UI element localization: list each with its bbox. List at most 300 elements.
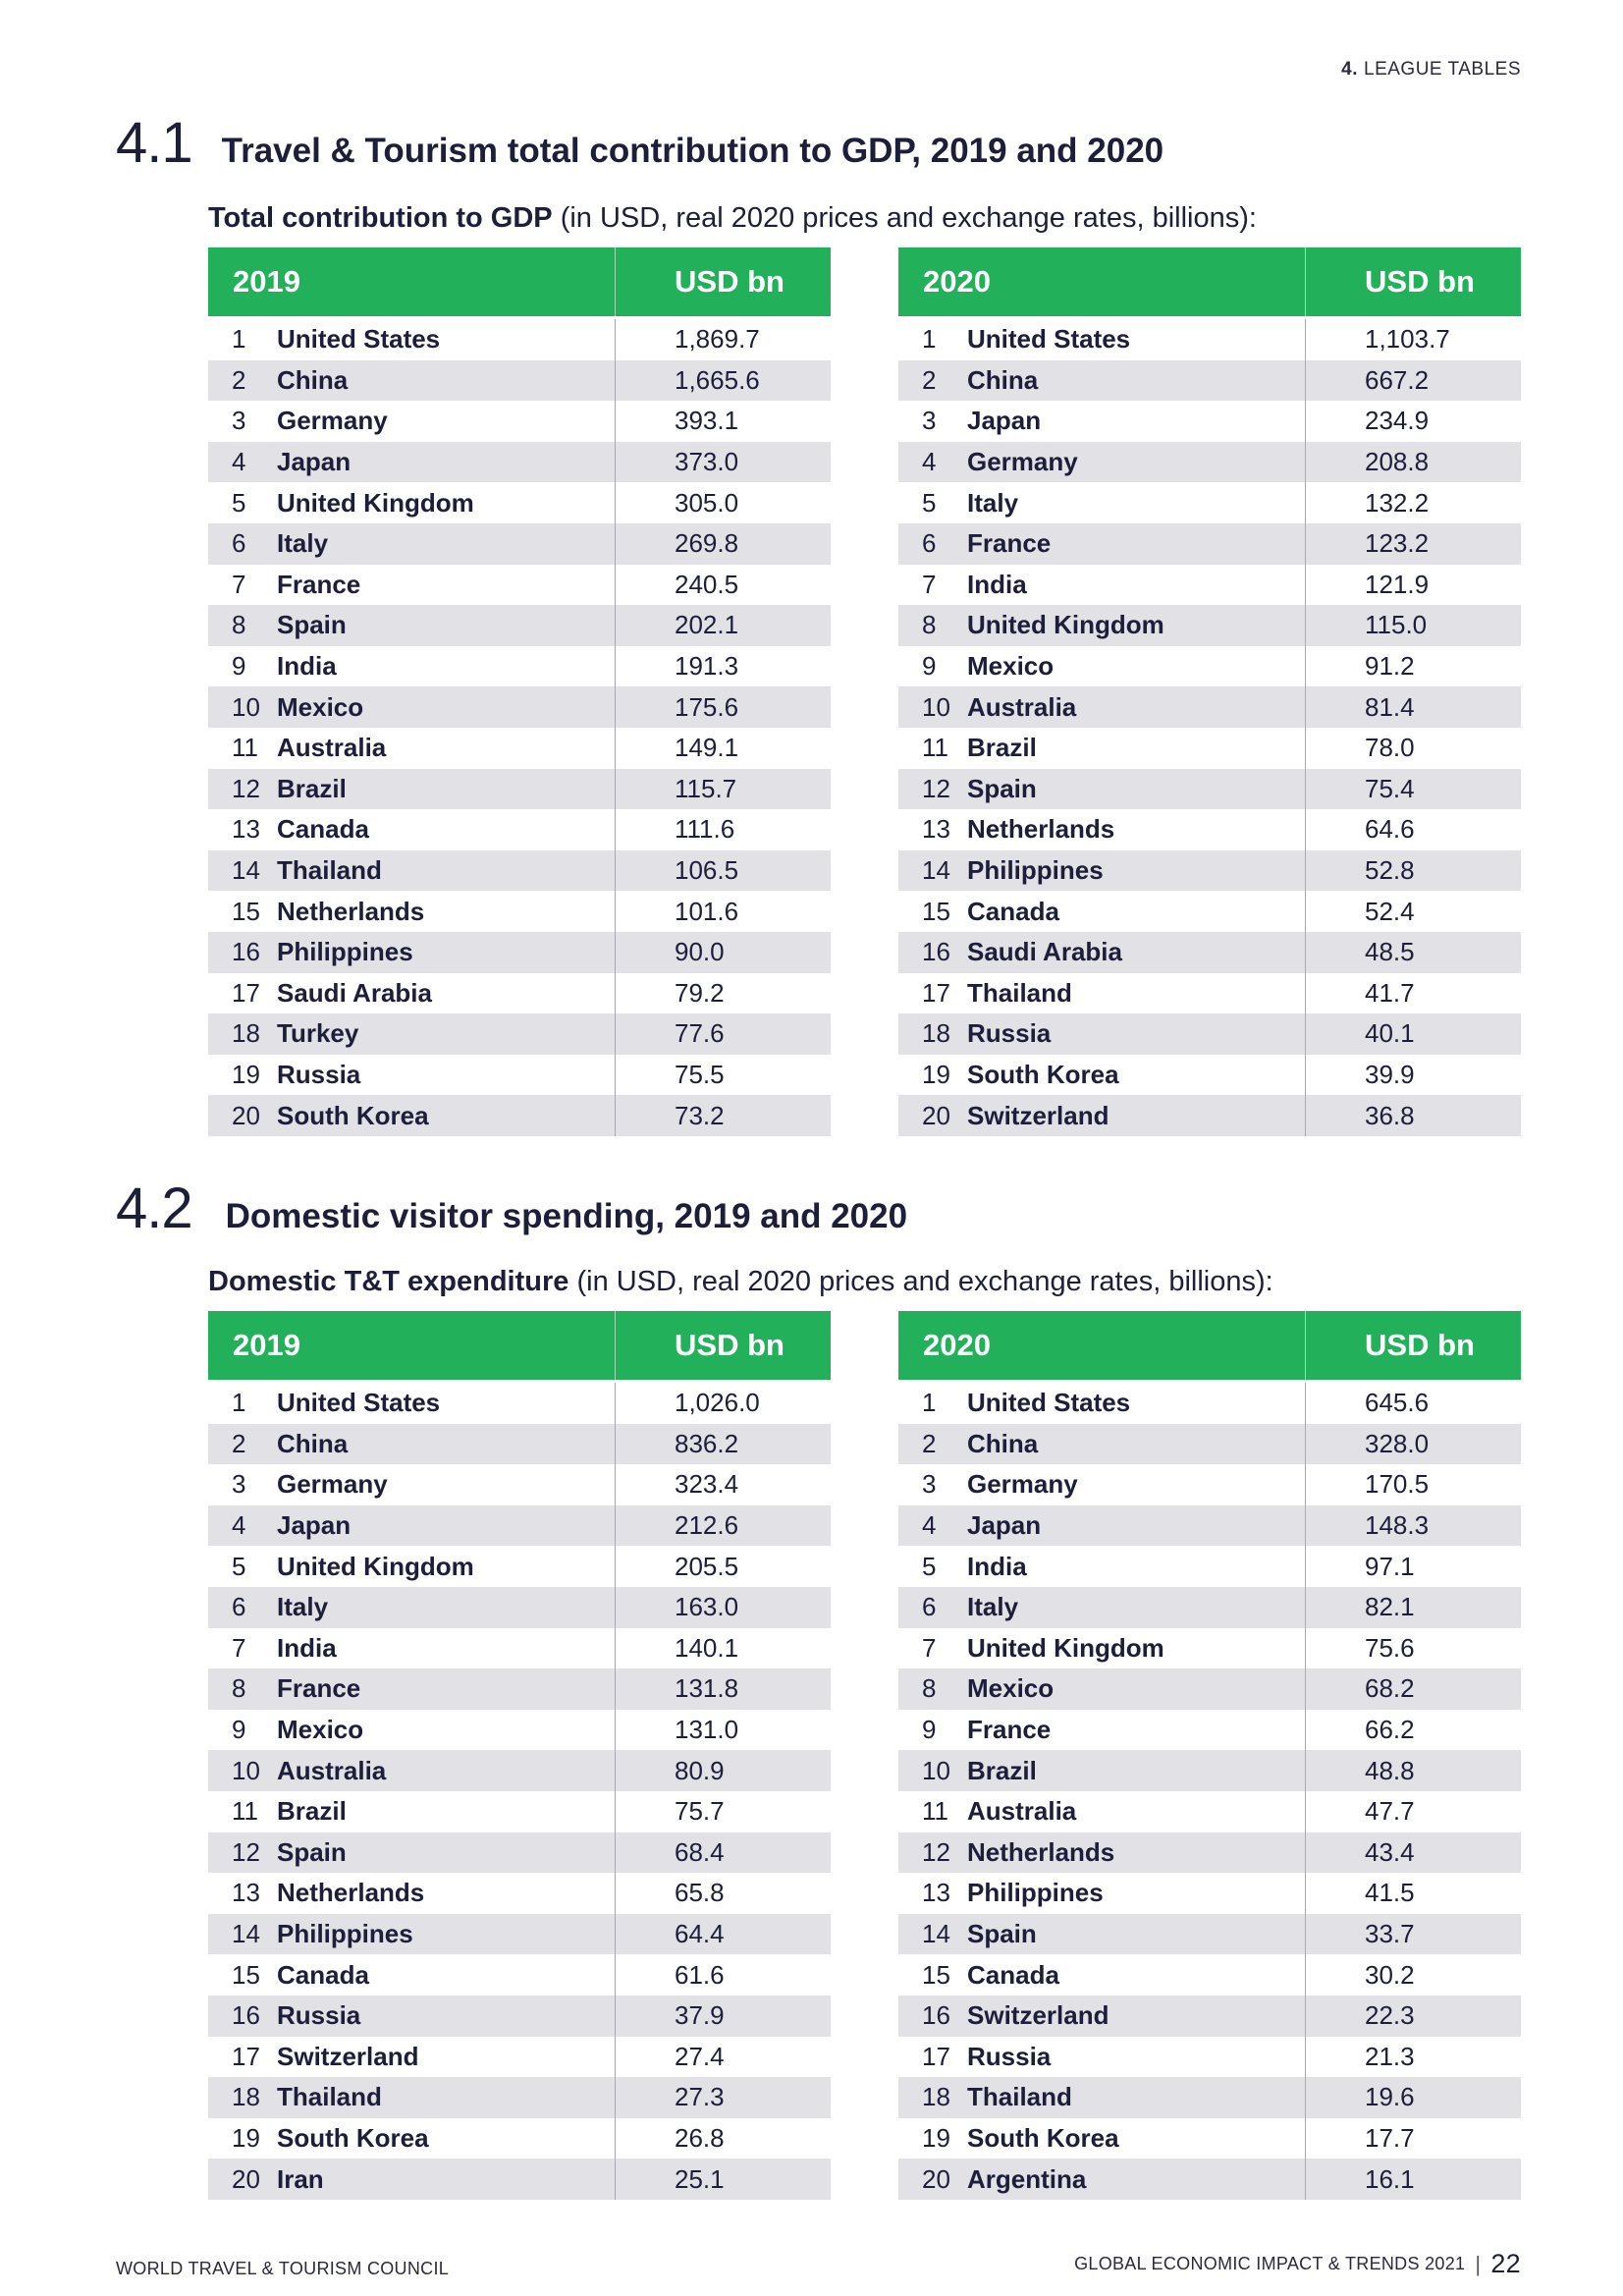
table-row xyxy=(898,1791,1521,1832)
subtitle-bold: Total contribution to GDP xyxy=(208,202,553,234)
rank: 19 xyxy=(232,1059,260,1089)
rank: 1 xyxy=(232,324,246,355)
country-cell xyxy=(208,1995,616,2037)
rank: 20 xyxy=(232,2163,260,2194)
rank: 5 xyxy=(232,487,246,518)
value-usd-bn: 27.4 xyxy=(675,2041,725,2071)
table-row xyxy=(898,728,1521,769)
table-row xyxy=(898,442,1521,483)
table-domestic-2020 xyxy=(898,1311,1521,2200)
value-usd-bn: 82.1 xyxy=(1365,1592,1415,1622)
country-name: Thailand xyxy=(967,2082,1072,2112)
table-row xyxy=(208,769,831,810)
rank: 2 xyxy=(232,364,246,395)
rank: 4 xyxy=(232,1510,246,1541)
country-name: Germany xyxy=(277,406,388,436)
section-title: Domestic visitor spending, 2019 and 2020 xyxy=(225,1197,908,1235)
section-number: 4.1 xyxy=(116,111,192,175)
rank: 1 xyxy=(922,324,937,355)
rank: 14 xyxy=(232,855,260,886)
country-name: United States xyxy=(967,324,1131,355)
country-cell xyxy=(898,2077,1306,2118)
country-cell xyxy=(898,1914,1306,1955)
table-header xyxy=(898,1311,1521,1380)
subtitle-rest: (in USD, real 2020 prices and exchange rates, billions): xyxy=(568,1266,1273,1297)
country-cell xyxy=(208,605,616,646)
country-cell xyxy=(208,401,616,442)
value-usd-bn: 269.8 xyxy=(675,528,739,559)
country-cell xyxy=(208,686,616,728)
rank: 12 xyxy=(232,773,260,803)
country-cell xyxy=(898,891,1306,932)
rank: 19 xyxy=(232,2122,260,2153)
country-cell xyxy=(208,1914,616,1955)
value-usd-bn: 106.5 xyxy=(675,855,739,886)
country-cell xyxy=(898,1750,1306,1791)
country-name: Germany xyxy=(967,447,1078,477)
country-name: South Korea xyxy=(277,2122,429,2153)
rank: 15 xyxy=(922,896,950,926)
running-head-number: 4. xyxy=(1341,59,1359,80)
country-name: Switzerland xyxy=(967,2000,1109,2031)
table-row xyxy=(208,2037,831,2078)
country-name: Spain xyxy=(277,610,347,640)
value-usd-bn: 65.8 xyxy=(675,1878,725,1908)
table-row xyxy=(898,1668,1521,1710)
rank: 3 xyxy=(232,1469,246,1500)
table-row xyxy=(208,2118,831,2159)
rank: 15 xyxy=(922,1959,950,1990)
rank: 4 xyxy=(922,1510,937,1541)
rank: 14 xyxy=(922,1919,950,1949)
rank: 16 xyxy=(232,2000,260,2031)
value-usd-bn: 21.3 xyxy=(1365,2041,1415,2071)
table-row xyxy=(898,809,1521,850)
value-usd-bn: 33.7 xyxy=(1365,1919,1415,1949)
rank: 7 xyxy=(922,1632,937,1663)
table-body xyxy=(208,1383,831,2200)
running-head-label: LEAGUE TABLES xyxy=(1364,59,1521,80)
country-cell xyxy=(898,728,1306,769)
country-name: Russia xyxy=(967,2041,1052,2071)
value-usd-bn: 140.1 xyxy=(675,1632,739,1663)
table-row xyxy=(898,2118,1521,2159)
country-cell xyxy=(208,360,616,402)
country-name: Netherlands xyxy=(277,896,425,926)
table-row xyxy=(898,605,1521,646)
country-cell xyxy=(208,1750,616,1791)
value-usd-bn: 373.0 xyxy=(675,447,739,477)
table-row xyxy=(208,523,831,565)
country-name: Turkey xyxy=(277,1018,359,1049)
rank: 12 xyxy=(922,773,950,803)
rank: 14 xyxy=(922,855,950,886)
value-usd-bn: 22.3 xyxy=(1365,2000,1415,2031)
country-cell xyxy=(208,1424,616,1465)
table-row xyxy=(208,1791,831,1832)
country-cell xyxy=(898,932,1306,973)
value-usd-bn: 68.2 xyxy=(1365,1673,1415,1704)
table-row xyxy=(208,1587,831,1628)
footer-separator: | xyxy=(1475,2251,1482,2276)
rank: 6 xyxy=(232,528,246,559)
table-gdp-2019 xyxy=(208,247,831,1136)
header-unit: USD bn xyxy=(1365,1328,1475,1362)
country-cell xyxy=(898,1710,1306,1751)
rank: 18 xyxy=(922,1018,950,1049)
country-name: Philippines xyxy=(967,1878,1104,1908)
table-row xyxy=(898,932,1521,973)
rank: 17 xyxy=(922,977,950,1008)
value-usd-bn: 47.7 xyxy=(1365,1796,1415,1827)
value-usd-bn: 68.4 xyxy=(675,1836,725,1867)
value-usd-bn: 667.2 xyxy=(1365,364,1430,395)
country-cell xyxy=(898,1546,1306,1587)
rank: 18 xyxy=(232,1018,260,1049)
table-row xyxy=(898,1995,1521,2037)
value-usd-bn: 149.1 xyxy=(675,733,739,763)
value-usd-bn: 36.8 xyxy=(1365,1100,1415,1130)
section-heading-4-2 xyxy=(116,1175,907,1241)
country-name: Brazil xyxy=(277,1796,347,1827)
rank: 12 xyxy=(922,1836,950,1867)
table-body xyxy=(208,319,831,1136)
country-name: Netherlands xyxy=(967,1836,1115,1867)
value-usd-bn: 131.0 xyxy=(675,1715,739,1745)
table-row xyxy=(208,1055,831,1096)
value-usd-bn: 91.2 xyxy=(1365,651,1415,682)
rank: 13 xyxy=(922,814,950,845)
table-row xyxy=(208,360,831,402)
value-usd-bn: 175.6 xyxy=(675,691,739,722)
country-name: Saudi Arabia xyxy=(277,977,432,1008)
table-row xyxy=(898,1383,1521,1424)
table-row xyxy=(208,605,831,646)
country-cell xyxy=(208,973,616,1014)
country-cell xyxy=(208,1628,616,1669)
table-row xyxy=(208,1750,831,1791)
section-subtitle-4-2 xyxy=(208,1266,1273,1298)
country-cell xyxy=(208,1668,616,1710)
country-name: Japan xyxy=(967,1510,1042,1541)
rank: 15 xyxy=(232,896,260,926)
table-row xyxy=(898,2037,1521,2078)
country-name: United Kingdom xyxy=(277,487,474,518)
table-row xyxy=(898,1013,1521,1055)
country-cell xyxy=(898,401,1306,442)
value-usd-bn: 48.5 xyxy=(1365,937,1415,967)
country-cell xyxy=(208,2118,616,2159)
section-number: 4.2 xyxy=(116,1176,192,1240)
rank: 5 xyxy=(922,487,937,518)
footer-report-title: GLOBAL ECONOMIC IMPACT & TRENDS 2021 xyxy=(1074,2254,1466,2273)
rank: 16 xyxy=(232,937,260,967)
rank: 17 xyxy=(922,2041,950,2071)
table-row xyxy=(208,2077,831,2118)
country-name: France xyxy=(967,528,1052,559)
value-usd-bn: 78.0 xyxy=(1365,733,1415,763)
header-year: 2019 xyxy=(208,247,616,316)
table-row xyxy=(898,1750,1521,1791)
value-usd-bn: 66.2 xyxy=(1365,1715,1415,1745)
rank: 13 xyxy=(232,814,260,845)
rank: 11 xyxy=(232,1796,258,1827)
rank: 1 xyxy=(232,1388,246,1418)
value-usd-bn: 328.0 xyxy=(1365,1428,1430,1458)
country-name: Thailand xyxy=(277,855,382,886)
country-name: Germany xyxy=(277,1469,388,1500)
country-name: Philippines xyxy=(277,1919,413,1949)
country-name: Australia xyxy=(277,1755,387,1785)
section-heading-4-1 xyxy=(116,110,1163,176)
table-row xyxy=(208,1914,831,1955)
table-row xyxy=(208,442,831,483)
table-row xyxy=(898,1546,1521,1587)
country-cell xyxy=(898,2159,1306,2200)
rank: 17 xyxy=(232,2041,260,2071)
value-usd-bn: 75.7 xyxy=(675,1796,725,1827)
table-row xyxy=(208,482,831,523)
country-name: Spain xyxy=(277,1836,347,1867)
rank: 5 xyxy=(232,1551,246,1581)
value-usd-bn: 836.2 xyxy=(675,1428,739,1458)
table-row xyxy=(208,1710,831,1751)
country-cell xyxy=(898,646,1306,687)
country-cell xyxy=(898,686,1306,728)
country-name: India xyxy=(967,569,1027,599)
value-usd-bn: 77.6 xyxy=(675,1018,725,1049)
table-row xyxy=(898,1954,1521,1995)
country-name: Thailand xyxy=(277,2082,382,2112)
country-cell xyxy=(898,1505,1306,1547)
country-cell xyxy=(898,1873,1306,1914)
value-usd-bn: 64.4 xyxy=(675,1919,725,1949)
value-usd-bn: 191.3 xyxy=(675,651,739,682)
country-cell xyxy=(208,565,616,606)
rank: 5 xyxy=(922,1551,937,1581)
table-header xyxy=(898,247,1521,316)
country-name: India xyxy=(967,1551,1027,1581)
value-usd-bn: 48.8 xyxy=(1365,1755,1415,1785)
table-row xyxy=(898,1095,1521,1136)
rank: 10 xyxy=(922,691,950,722)
rank: 10 xyxy=(922,1755,950,1785)
rank: 11 xyxy=(232,733,258,763)
rank: 19 xyxy=(922,1059,950,1089)
table-row xyxy=(208,1873,831,1914)
country-name: Argentina xyxy=(967,2163,1087,2194)
country-name: Brazil xyxy=(967,1755,1037,1785)
value-usd-bn: 30.2 xyxy=(1365,1959,1415,1990)
table-row xyxy=(208,1668,831,1710)
value-usd-bn: 40.1 xyxy=(1365,1018,1415,1049)
country-cell xyxy=(898,1832,1306,1874)
table-row xyxy=(898,891,1521,932)
footer-right xyxy=(1074,2249,1521,2279)
country-name: Japan xyxy=(967,406,1042,436)
country-cell xyxy=(898,1424,1306,1465)
country-name: Switzerland xyxy=(967,1100,1109,1130)
table-row xyxy=(898,1055,1521,1096)
rank: 12 xyxy=(232,1836,260,1867)
country-name: Italy xyxy=(967,487,1019,518)
value-usd-bn: 123.2 xyxy=(1365,528,1430,559)
value-usd-bn: 37.9 xyxy=(675,2000,725,2031)
country-name: Italy xyxy=(967,1592,1019,1622)
country-name: France xyxy=(967,1715,1052,1745)
country-name: Canada xyxy=(277,1959,369,1990)
table-row xyxy=(208,1628,831,1669)
value-usd-bn: 16.1 xyxy=(1365,2163,1415,2194)
rank: 8 xyxy=(232,610,246,640)
country-name: Australia xyxy=(277,733,387,763)
country-name: Italy xyxy=(277,1592,329,1622)
country-cell xyxy=(208,1791,616,1832)
rank: 3 xyxy=(922,1469,937,1500)
value-usd-bn: 61.6 xyxy=(675,1959,725,1990)
value-usd-bn: 212.6 xyxy=(675,1510,739,1541)
value-usd-bn: 305.0 xyxy=(675,487,739,518)
rank: 2 xyxy=(232,1428,246,1458)
value-usd-bn: 131.8 xyxy=(675,1673,739,1704)
table-row xyxy=(208,646,831,687)
value-usd-bn: 64.6 xyxy=(1365,814,1415,845)
table-row xyxy=(898,2159,1521,2200)
value-usd-bn: 75.6 xyxy=(1365,1632,1415,1663)
table-row xyxy=(208,1832,831,1874)
table-row xyxy=(898,1505,1521,1547)
country-name: United States xyxy=(277,1388,441,1418)
table-row xyxy=(208,809,831,850)
table-row xyxy=(208,565,831,606)
country-name: South Korea xyxy=(967,1059,1119,1089)
rank: 2 xyxy=(922,1428,937,1458)
table-row xyxy=(898,401,1521,442)
table-row xyxy=(898,319,1521,360)
value-usd-bn: 80.9 xyxy=(675,1755,725,1785)
rank: 18 xyxy=(922,2082,950,2112)
country-name: Brazil xyxy=(967,733,1037,763)
country-cell xyxy=(898,1587,1306,1628)
country-cell xyxy=(208,523,616,565)
country-name: France xyxy=(277,1673,361,1704)
country-name: Russia xyxy=(277,1059,361,1089)
value-usd-bn: 1,869.7 xyxy=(675,324,760,355)
table-row xyxy=(898,850,1521,892)
value-usd-bn: 1,026.0 xyxy=(675,1388,760,1418)
rank: 3 xyxy=(232,406,246,436)
country-name: Australia xyxy=(967,691,1077,722)
country-cell xyxy=(208,319,616,360)
rank: 8 xyxy=(232,1673,246,1704)
country-cell xyxy=(898,565,1306,606)
header-year: 2019 xyxy=(208,1311,616,1380)
rank: 7 xyxy=(232,569,246,599)
country-name: Russia xyxy=(967,1018,1052,1049)
country-name: Mexico xyxy=(277,691,364,722)
country-cell xyxy=(898,973,1306,1014)
header-unit: USD bn xyxy=(1365,264,1475,299)
rank: 9 xyxy=(922,1715,937,1745)
rank: 10 xyxy=(232,1755,260,1785)
value-usd-bn: 75.5 xyxy=(675,1059,725,1089)
country-name: Mexico xyxy=(967,1673,1055,1704)
country-cell xyxy=(208,932,616,973)
value-usd-bn: 115.0 xyxy=(1365,610,1428,640)
country-cell xyxy=(208,850,616,892)
country-name: United States xyxy=(967,1388,1131,1418)
rank: 20 xyxy=(922,2163,950,2194)
country-name: Philippines xyxy=(277,937,413,967)
rank: 20 xyxy=(922,1100,950,1130)
value-usd-bn: 323.4 xyxy=(675,1469,739,1500)
subtitle-rest: (in USD, real 2020 prices and exchange rates, billions): xyxy=(552,202,1257,234)
table-gdp-2020 xyxy=(898,247,1521,1136)
value-usd-bn: 39.9 xyxy=(1365,1059,1415,1089)
rank: 8 xyxy=(922,610,937,640)
country-cell xyxy=(898,1013,1306,1055)
value-usd-bn: 234.9 xyxy=(1365,406,1430,436)
country-cell xyxy=(898,1628,1306,1669)
table-row xyxy=(208,891,831,932)
rank: 11 xyxy=(922,1796,948,1827)
table-row xyxy=(208,1424,831,1465)
value-usd-bn: 75.4 xyxy=(1365,773,1415,803)
country-cell xyxy=(208,1587,616,1628)
table-row xyxy=(208,1464,831,1505)
country-cell xyxy=(208,1546,616,1587)
rank: 15 xyxy=(232,1959,260,1990)
country-cell xyxy=(208,2037,616,2078)
country-name: Mexico xyxy=(967,651,1055,682)
country-cell xyxy=(208,1055,616,1096)
value-usd-bn: 1,103.7 xyxy=(1365,324,1450,355)
country-name: Canada xyxy=(277,814,369,845)
country-cell xyxy=(208,1383,616,1424)
table-row xyxy=(208,1505,831,1547)
table-row xyxy=(898,1424,1521,1465)
value-usd-bn: 52.8 xyxy=(1365,855,1415,886)
country-name: United States xyxy=(277,324,441,355)
country-cell xyxy=(898,2118,1306,2159)
subtitle-bold: Domestic T&T expenditure xyxy=(208,1266,569,1297)
table-row xyxy=(898,1832,1521,1874)
table-row xyxy=(208,1383,831,1424)
table-body xyxy=(898,319,1521,1136)
header-unit: USD bn xyxy=(675,264,784,299)
value-usd-bn: 101.6 xyxy=(675,896,739,926)
table-row xyxy=(898,1873,1521,1914)
value-usd-bn: 121.9 xyxy=(1365,569,1430,599)
table-row xyxy=(208,1954,831,1995)
country-cell xyxy=(898,482,1306,523)
country-cell xyxy=(898,1055,1306,1096)
rank: 6 xyxy=(922,1592,937,1622)
country-cell xyxy=(898,809,1306,850)
country-cell xyxy=(898,360,1306,402)
country-name: Mexico xyxy=(277,1715,364,1745)
value-usd-bn: 170.5 xyxy=(1365,1469,1430,1500)
table-domestic-2019 xyxy=(208,1311,831,2200)
country-cell xyxy=(208,482,616,523)
country-cell xyxy=(208,1954,616,1995)
country-name: China xyxy=(967,1428,1039,1458)
table-row xyxy=(898,1464,1521,1505)
table-row xyxy=(898,1710,1521,1751)
rank: 3 xyxy=(922,406,937,436)
country-cell xyxy=(898,1095,1306,1136)
country-name: Australia xyxy=(967,1796,1077,1827)
